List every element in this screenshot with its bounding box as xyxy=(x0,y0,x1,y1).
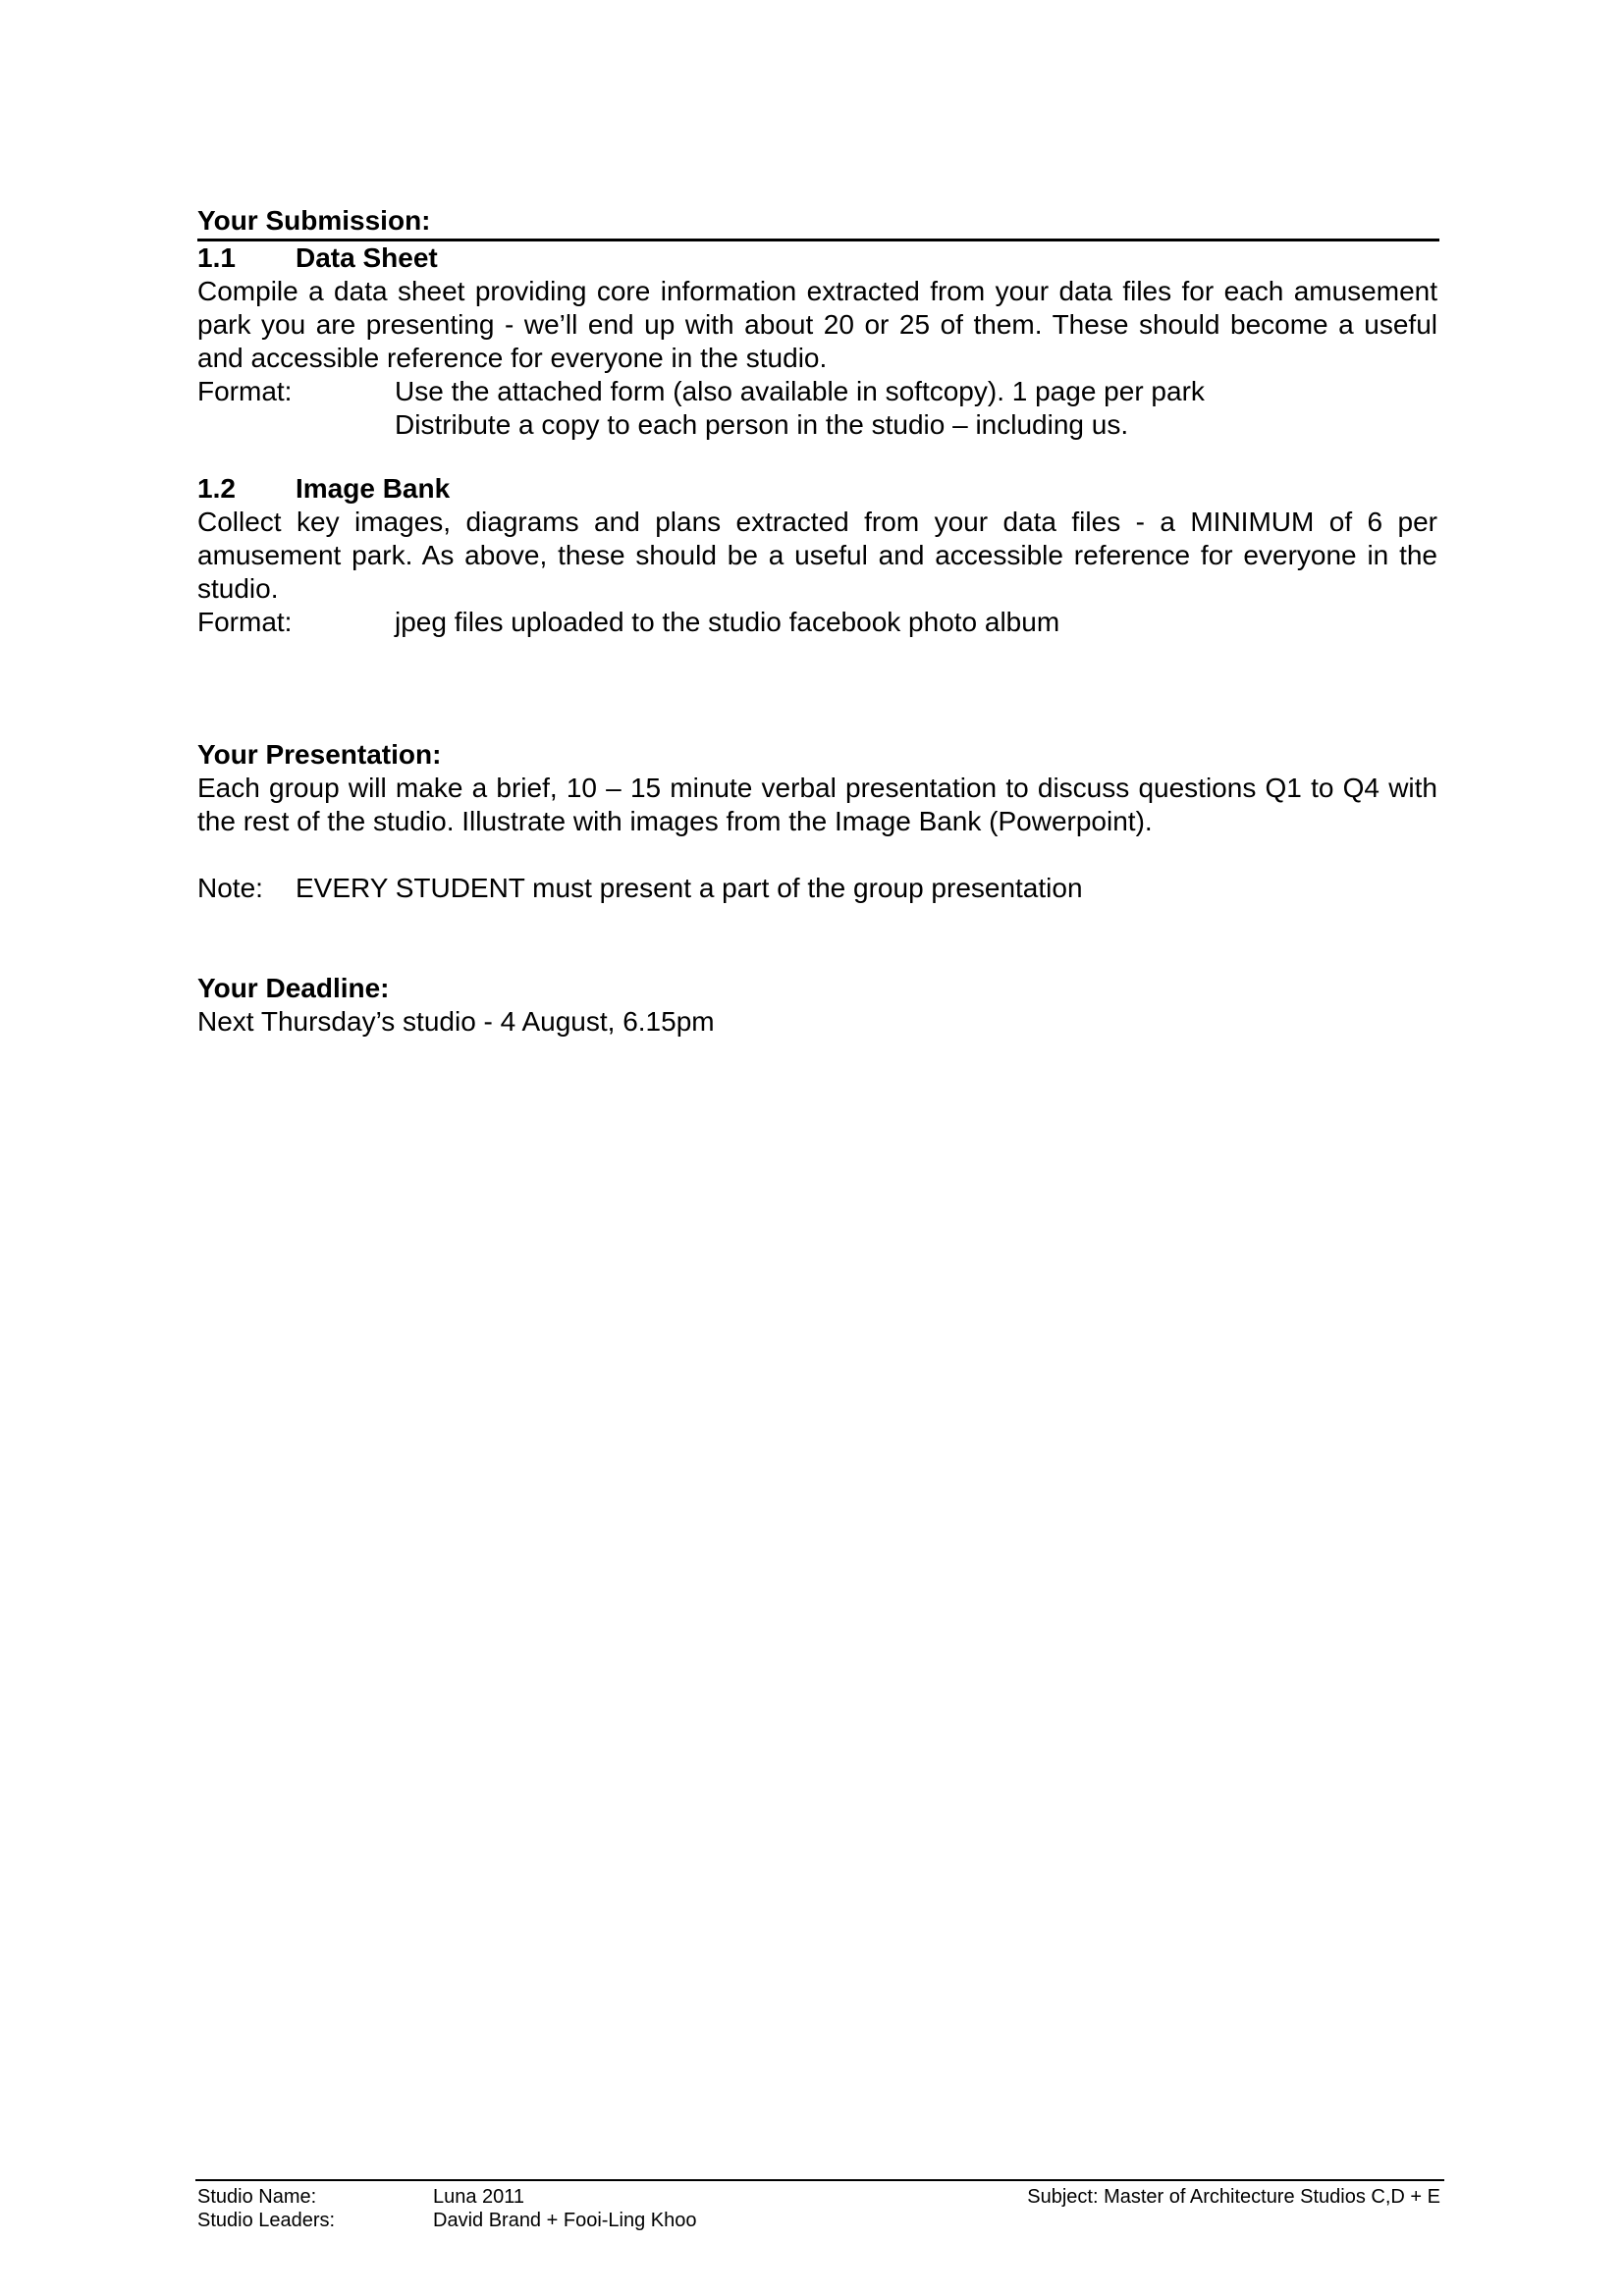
footer-row-studio-leaders xyxy=(197,2209,1444,2232)
studio-name-label: Studio Name: xyxy=(197,2186,317,2208)
deadline-heading: Your Deadline: xyxy=(197,973,390,1003)
image-bank-section xyxy=(197,472,1437,639)
subject-text: Subject: Master of Architecture Studios C,D + E xyxy=(1027,2186,1440,2208)
image-bank-title: Image Bank xyxy=(296,473,451,504)
presentation-heading: Your Presentation: xyxy=(197,739,442,770)
submission-section xyxy=(197,204,1437,238)
data-sheet-number: 1.1 xyxy=(197,242,236,273)
image-bank-format-line-1: jpeg files uploaded to the studio facebook photo album xyxy=(395,607,1060,637)
footer-rule xyxy=(195,2179,1444,2181)
presentation-section xyxy=(197,738,1437,838)
deadline-section xyxy=(197,972,1437,1039)
note-text: EVERY STUDENT must present a part of the group presentation xyxy=(296,873,1083,903)
presentation-body: Each group will make a brief, 10 – 15 minute verbal presentation to discuss questions Q1 to Q4 with the rest of the studio. Illustrate with images from the Image Bank (Powerpoint). xyxy=(197,773,1437,836)
image-bank-body: Collect key images, diagrams and plans extracted from your data files - a MINIMUM of 6 per amusement park. As above, these should be a useful and accessible reference for everyone in the studio. xyxy=(197,507,1437,604)
data-sheet-format-continued xyxy=(197,408,1437,442)
image-bank-format xyxy=(197,606,1437,639)
data-sheet-title: Data Sheet xyxy=(296,242,438,273)
note-label: Note: xyxy=(197,873,263,903)
studio-leaders-label: Studio Leaders: xyxy=(197,2210,336,2231)
data-sheet-format xyxy=(197,375,1437,408)
image-bank-heading xyxy=(197,472,1437,506)
image-bank-number: 1.2 xyxy=(197,473,236,504)
data-sheet-section xyxy=(197,241,1437,442)
data-sheet-format-line-1: Use the attached form (also available in softcopy). 1 page per park xyxy=(395,376,1205,406)
presentation-note xyxy=(197,872,1437,905)
submission-heading: Your Submission: xyxy=(197,205,431,236)
footer xyxy=(197,2185,1444,2232)
deadline-text: Next Thursday’s studio - 4 August, 6.15pm xyxy=(197,1006,715,1037)
data-sheet-format-label: Format: xyxy=(197,376,293,406)
footer-row-studio-name xyxy=(197,2185,1444,2209)
data-sheet-body: Compile a data sheet providing core information extracted from your data files for each amusement park you are presenting - we’ll end up with about 20 or 25 of them. These should become a useful and accessible reference for everyone in the studio. xyxy=(197,276,1437,373)
data-sheet-format-line-2: Distribute a copy to each person in the studio – including us. xyxy=(395,409,1129,440)
data-sheet-heading xyxy=(197,241,1437,275)
studio-leaders-value: David Brand + Fooi-Ling Khoo xyxy=(433,2210,697,2231)
image-bank-format-label: Format: xyxy=(197,607,293,637)
studio-name-value: Luna 2011 xyxy=(433,2186,525,2208)
